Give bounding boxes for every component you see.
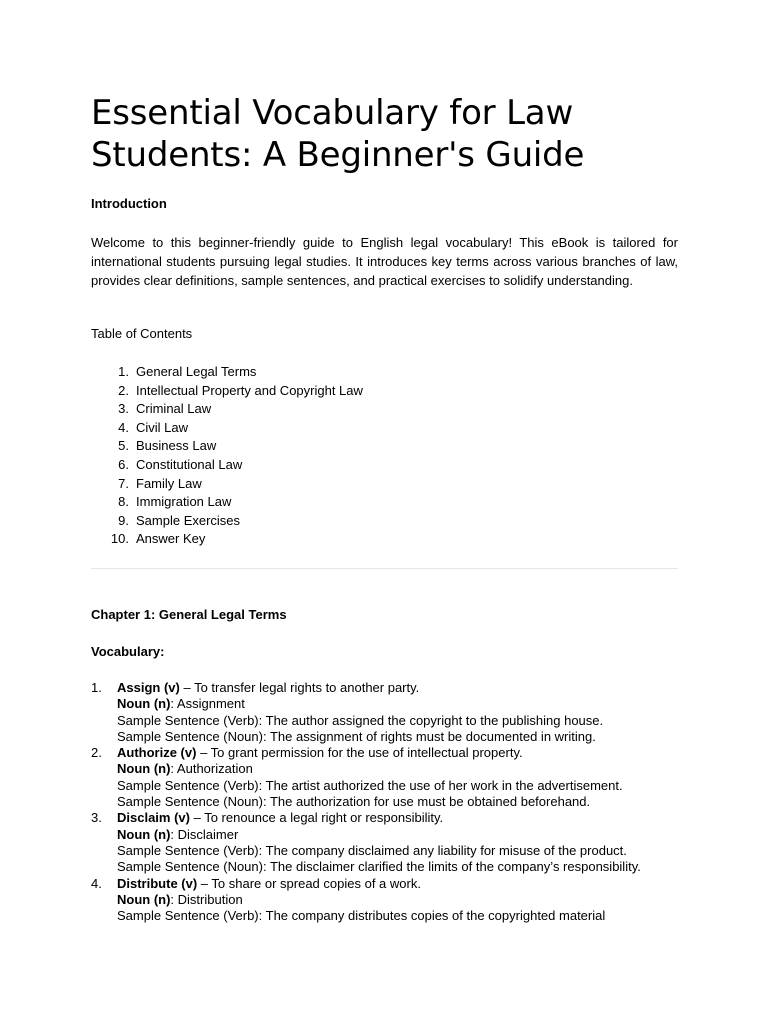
toc-item xyxy=(91,363,363,382)
vocab-term-line xyxy=(117,745,678,761)
verb-sample-sentence: Sample Sentence (Verb): The author assigned the copyright to the publishing house. xyxy=(117,712,604,728)
vocab-entry-number: 3. xyxy=(91,810,102,826)
noun-label: Noun (n) xyxy=(117,761,171,777)
vocab-term: Assign (v) xyxy=(117,680,180,695)
vocab-term: Authorize (v) xyxy=(117,745,197,761)
vocab-term-line xyxy=(117,876,678,892)
vocab-entry xyxy=(91,680,678,745)
toc-item-number: 6. xyxy=(118,456,129,472)
introduction-heading: Introduction xyxy=(91,196,167,211)
vocabulary-list xyxy=(91,680,678,924)
vocab-term-line xyxy=(117,810,678,826)
toc-item-number: 7. xyxy=(118,475,129,491)
toc-item-number: 2. xyxy=(118,382,129,398)
toc-item-number: 5. xyxy=(118,438,129,454)
toc-item xyxy=(91,382,363,401)
toc-item xyxy=(91,456,363,475)
title-line-1: Essential Vocabulary for Law xyxy=(91,93,574,133)
toc-item-label: Sample Exercises xyxy=(136,512,241,528)
toc-item-label: Family Law xyxy=(136,475,202,491)
vocab-term: Distribute (v) xyxy=(117,875,198,891)
toc-item-label: Criminal Law xyxy=(136,401,212,417)
vocab-entry xyxy=(91,876,678,925)
toc-item-number: 1. xyxy=(118,364,129,379)
noun-sample-sentence: Sample Sentence (Noun): The assignment of rights must be documented in writing. xyxy=(117,728,596,744)
toc-item xyxy=(91,437,363,456)
toc-item xyxy=(91,530,363,549)
toc-item-label: Answer Key xyxy=(136,531,206,547)
page-title xyxy=(91,92,678,176)
vocab-entry-number: 2. xyxy=(91,745,102,761)
vocab-definition: – To renounce a legal right or responsibility. xyxy=(189,810,444,826)
toc-heading: Table of Contents xyxy=(91,326,193,341)
toc-item-number: 9. xyxy=(118,512,129,528)
document-page xyxy=(91,92,678,924)
title-line-2: Students: A Beginner's Guide xyxy=(91,135,585,175)
vocab-entry-number: 4. xyxy=(91,875,102,891)
toc-item xyxy=(91,400,363,419)
toc-item xyxy=(91,419,363,438)
noun-label: Noun (n) xyxy=(117,826,171,842)
vocab-term: Disclaim (v) xyxy=(117,810,190,826)
vocab-term-line xyxy=(117,680,678,696)
toc-item-label: Business Law xyxy=(136,438,217,454)
vocab-noun: : Authorization xyxy=(170,761,253,777)
toc-item xyxy=(91,493,363,512)
verb-sample-sentence: Sample Sentence (Verb): The artist authorized the use of her work in the advertisement. xyxy=(117,777,623,793)
toc-item-number: 8. xyxy=(118,494,129,510)
vocab-noun-line xyxy=(117,892,678,908)
noun-sample-sentence: Sample Sentence (Noun): The disclaimer clarified the limits of the company’s responsibility. xyxy=(117,859,641,875)
toc-item-label: Civil Law xyxy=(136,419,189,435)
toc-item xyxy=(91,475,363,494)
noun-sample-sentence: Sample Sentence (Noun): The authorization for use must be obtained beforehand. xyxy=(117,794,591,810)
table-of-contents xyxy=(91,363,363,549)
noun-label: Noun (n) xyxy=(117,696,171,712)
toc-item-label: Immigration Law xyxy=(136,494,232,510)
vocab-noun: : Assignment xyxy=(170,696,245,712)
toc-item-label: Intellectual Property and Copyright Law xyxy=(136,382,363,398)
chapter-heading: Chapter 1: General Legal Terms xyxy=(91,607,287,622)
vocab-noun-line xyxy=(117,696,678,712)
vocab-entry xyxy=(91,745,678,810)
introduction-paragraph: Welcome to this beginner-friendly guide to English legal vocabulary! This eBook is tailored for international students pursuing legal studies. It introduces key terms across various branches of law, provides clear definitions, sample sentences, and practical exercises to solidify understanding. xyxy=(91,235,678,288)
toc-item-number: 4. xyxy=(118,419,129,435)
verb-sample-sentence: Sample Sentence (Verb): The company distributes copies of the copyrighted material xyxy=(117,908,606,924)
vocab-definition: – To transfer legal rights to another party. xyxy=(179,680,420,695)
toc-item-label: Constitutional Law xyxy=(136,456,243,472)
vocab-entry-number: 1. xyxy=(91,680,102,695)
vocab-definition: – To grant permission for the use of intellectual property. xyxy=(196,745,523,761)
vocab-entry xyxy=(91,810,678,875)
vocabulary-heading: Vocabulary: xyxy=(91,644,165,659)
section-divider xyxy=(91,568,678,569)
toc-item xyxy=(91,512,363,531)
toc-item-number: 10. xyxy=(110,531,129,547)
verb-sample-sentence: Sample Sentence (Verb): The company disclaimed any liability for misuse of the product. xyxy=(117,842,627,858)
vocab-noun-line xyxy=(117,827,678,843)
vocab-noun-line xyxy=(117,761,678,777)
noun-label: Noun (n) xyxy=(117,891,171,907)
toc-item-number: 3. xyxy=(118,401,129,417)
toc-item-label: General Legal Terms xyxy=(136,364,257,379)
vocab-noun: : Distribution xyxy=(170,891,243,907)
vocab-noun: : Disclaimer xyxy=(170,826,239,842)
vocab-definition: – To share or spread copies of a work. xyxy=(197,875,421,891)
